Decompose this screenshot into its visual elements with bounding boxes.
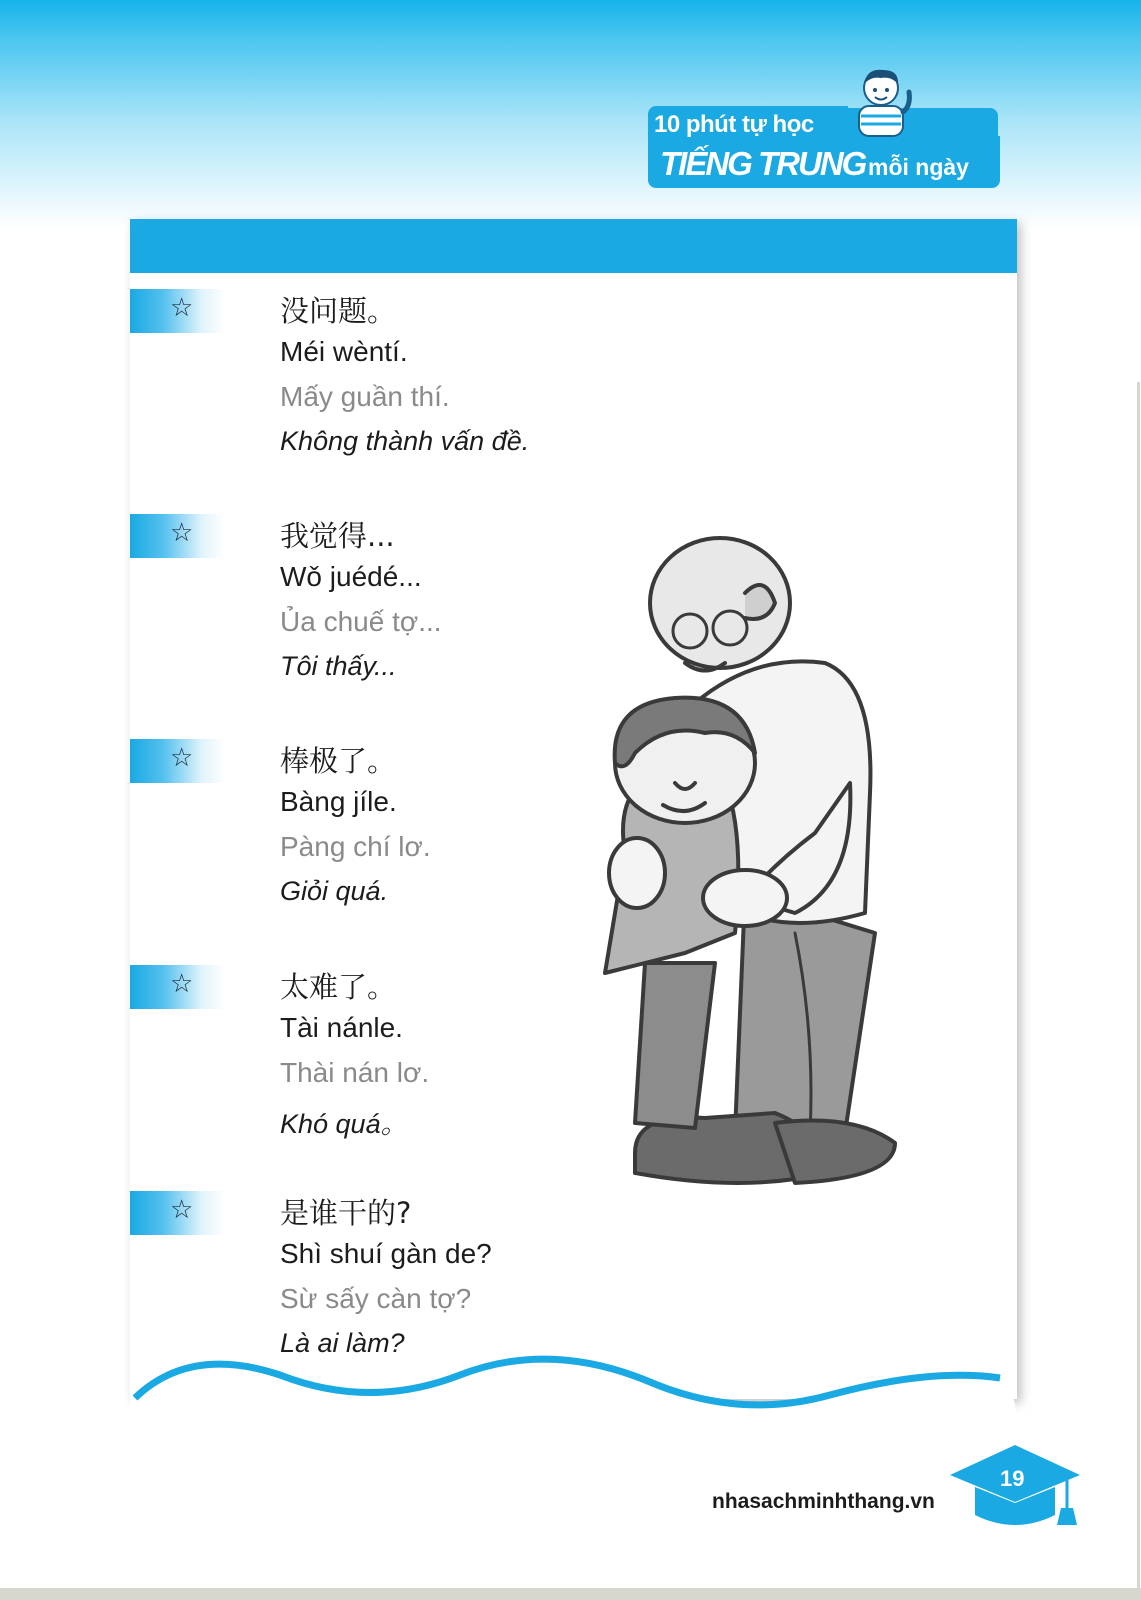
pinyin-text: Bàng jíle.	[280, 786, 397, 817]
card-header-bar	[130, 219, 1017, 273]
star-icon: ☆	[170, 969, 194, 999]
page-number: 19	[1000, 1466, 1025, 1491]
pinyin-text: Shì shuí gàn de?	[280, 1238, 492, 1269]
pronunciation-text: Thài nán lơ.	[280, 1057, 430, 1088]
chinese-text: 是谁干的?	[280, 1196, 412, 1230]
star-icon: ☆	[170, 293, 194, 323]
pinyin-text: Tài nánle.	[280, 1012, 403, 1043]
phrase-entry	[130, 289, 690, 489]
chinese-text: 我觉得...	[280, 519, 395, 553]
page-edge-rule	[1137, 382, 1140, 1600]
star-icon: ☆	[170, 518, 194, 548]
pronunciation-text: Pàng chí lơ.	[280, 831, 431, 862]
pronunciation-text: Sừ sấy càn tợ?	[280, 1283, 472, 1314]
translation-text: Tôi thấy...	[280, 651, 397, 681]
mascot-boy-icon	[843, 62, 923, 142]
grandfather-hugging-child-illustration	[595, 533, 915, 1213]
logo-tagline: mỗi ngày	[868, 154, 969, 180]
chinese-text: 棒极了。	[280, 744, 397, 778]
star-icon: ☆	[170, 743, 194, 773]
pinyin-text: Wǒ juédé...	[280, 561, 422, 592]
translation-text: Giỏi quá.	[280, 876, 389, 906]
decorative-wave	[130, 1340, 1020, 1450]
translation-text: Không thành vấn đề.	[280, 426, 530, 456]
chinese-text: 太难了。	[280, 970, 397, 1004]
website-link[interactable]: nhasachminhthang.vn	[712, 1490, 935, 1513]
chinese-text: 没问题。	[280, 294, 397, 328]
star-icon: ☆	[170, 1195, 194, 1225]
book-logo	[648, 62, 1003, 192]
translation-text: Khó quá。	[280, 1109, 408, 1139]
pinyin-text: Méi wèntí.	[280, 336, 408, 367]
logo-subtitle: 10 phút tự học	[654, 111, 814, 138]
logo-title: TIẾNG TRUNG	[660, 145, 866, 182]
pronunciation-text: Mấy guần thí.	[280, 381, 450, 412]
translation-text: Là ai làm?	[280, 1328, 405, 1358]
page-bottom-strip	[0, 1588, 1141, 1600]
pronunciation-text: Ủa chuế tợ...	[280, 606, 442, 637]
